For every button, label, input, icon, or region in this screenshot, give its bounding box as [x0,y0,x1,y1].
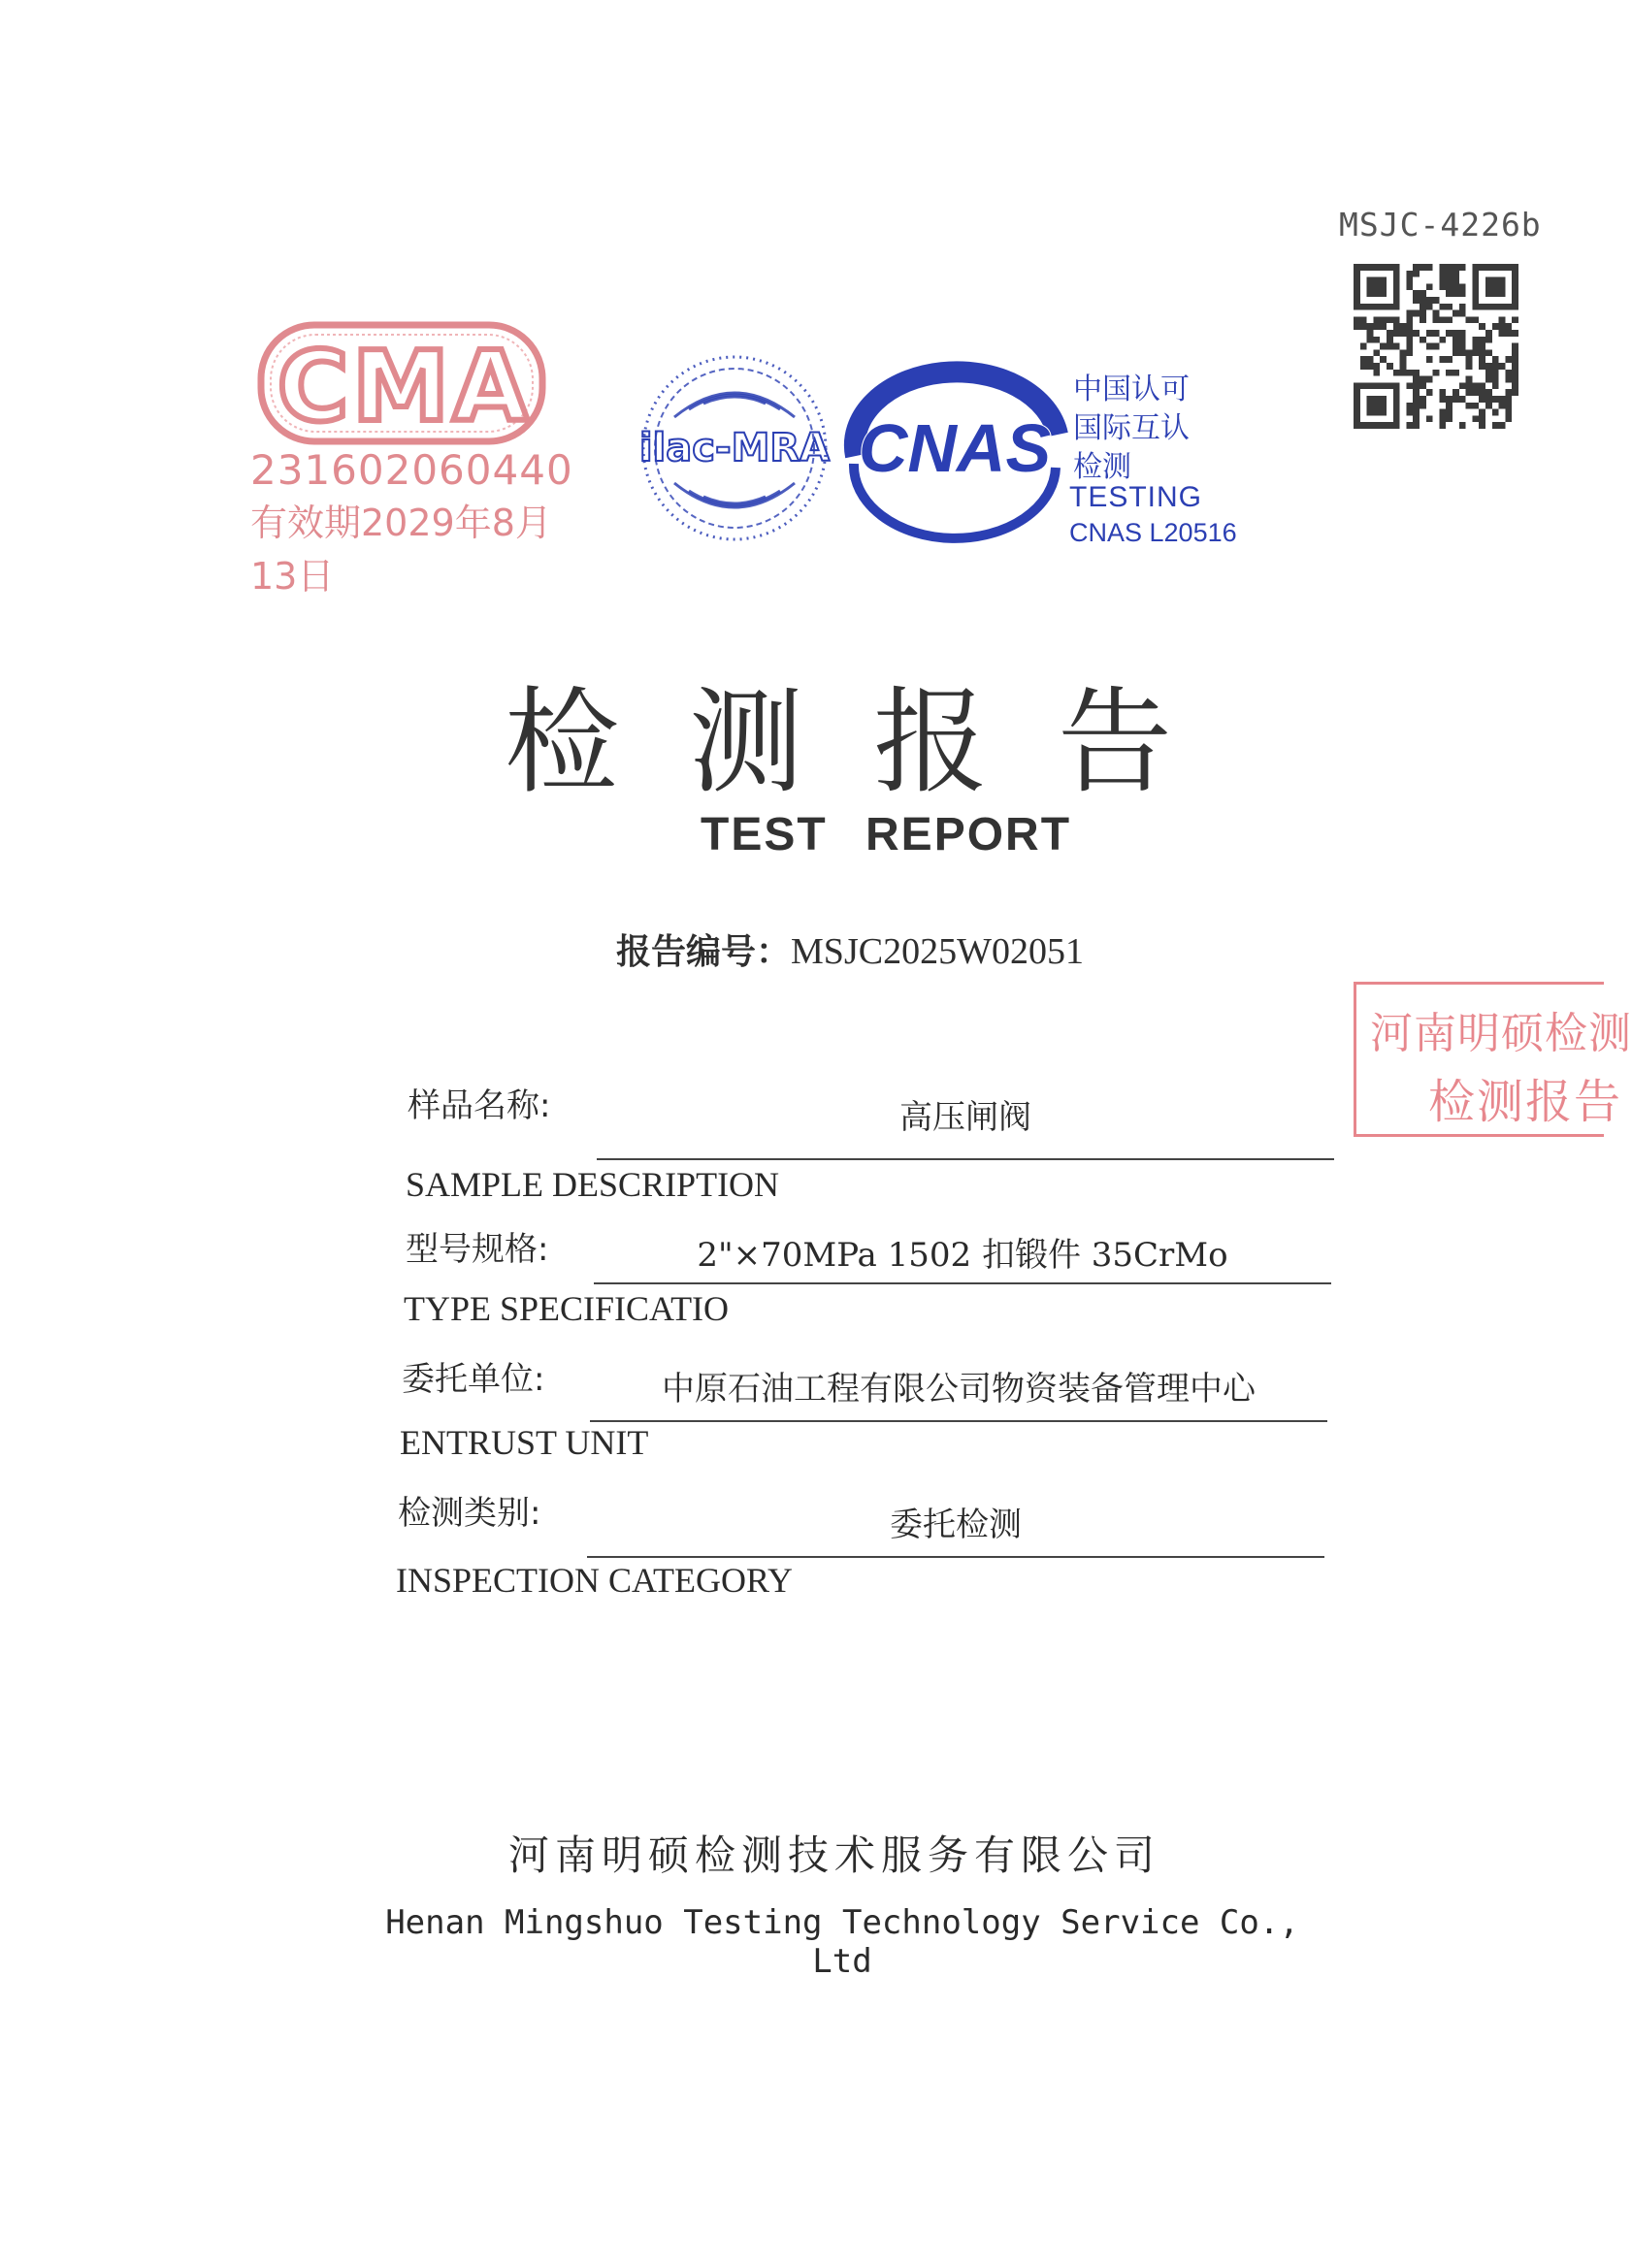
inspection-category-en-label: INSPECTION CATEGORY [396,1561,794,1600]
red-company-stamp [1354,982,1632,1137]
entrust-unit-value: 中原石油工程有限公司物资装备管理中心 [662,1370,1256,1409]
sample-name-value: 高压闸阀 [899,1098,1031,1137]
company-name-en: Henan Mingshuo Testing Technology Service Co., Ltd [385,1903,1299,1981]
cnas-text-cn-2: 国际互认 [1073,411,1190,445]
cma-validity: 有效期2029年8月13日 [250,502,552,598]
report-number-label: 报告编号： [616,932,792,972]
type-spec-value: 2"×70MPa 1502 扣锻件 35CrMo [697,1236,1228,1275]
report-number [616,924,1084,974]
cma-logo-text: CMA [277,330,533,443]
stamp-line-2: 检测报告 [1428,1075,1623,1129]
sample-name-label: 样品名称: [408,1086,551,1125]
qr-code [1354,260,1518,433]
report-number-value: MSJC2025W02051 [791,931,1084,972]
ilac-mra-text: ilac-MRA [638,426,831,470]
entrust-unit-en-label: ENTRUST UNIT [400,1423,649,1462]
report-title-en: TEST REPORT [701,809,1072,860]
cnas-logo-text: CNAS [858,410,1052,486]
type-spec-label: 型号规格: [406,1230,549,1269]
stamp-line-1: 河南明硕检测 [1370,1009,1632,1058]
inspection-category-label: 检测类别: [398,1494,541,1533]
cnas-logo [836,367,1074,532]
company-name-cn: 河南明硕检测技术服务有限公司 [507,1831,1160,1879]
document-code: MSJC-4226b [1339,206,1542,243]
cnas-text-cn-3: 检测 [1073,450,1131,484]
type-specification-label: TYPE SPECIFICATIO [404,1289,730,1328]
report-title-cn: 检测报告 [505,675,1243,809]
cnas-testing-text: TESTING [1069,481,1203,513]
inspection-category-value: 委托检测 [890,1506,1022,1544]
ilac-mra-mark [636,349,834,548]
cnas-id: CNAS L20516 [1069,518,1237,547]
cma-number: 231602060440 [250,446,573,494]
entrust-unit-label: 委托单位: [402,1360,545,1399]
cnas-text-cn-1: 中国认可 [1073,373,1190,406]
sample-description-label: SAMPLE DESCRIPTION [406,1165,780,1204]
